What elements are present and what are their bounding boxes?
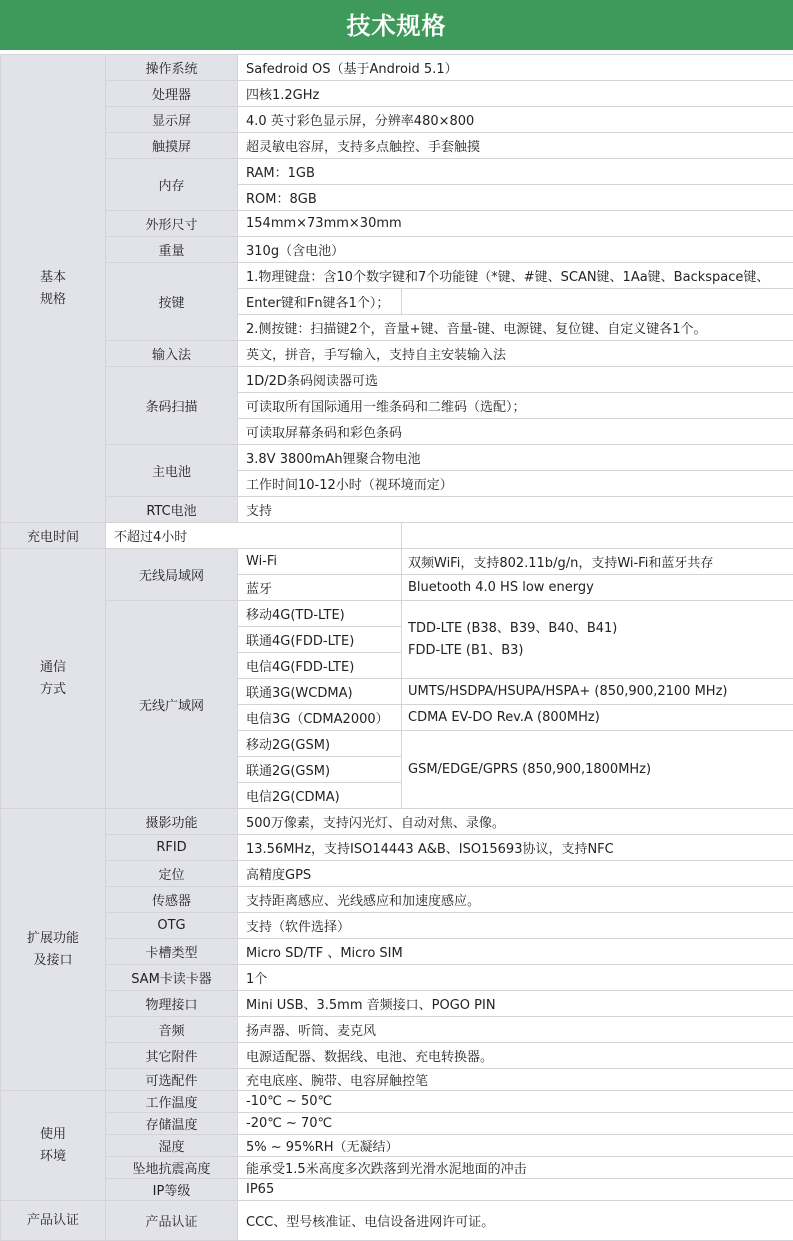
label-drop: 坠地抗震高度 [106,1157,238,1179]
label-memory: 内存 [106,159,238,211]
value-humidity: 5% ~ 95%RH（无凝结） [238,1135,793,1157]
label-op-temp: 工作温度 [106,1091,238,1113]
spec-row-rtc [1,497,793,523]
label-rfid: RFID [106,835,238,861]
value-touch: 超灵敏电容屏，支持多点触控、手套触摸 [238,133,793,159]
label-bluetooth: 蓝牙 [238,575,402,601]
label-wlan: 无线局域网 [106,549,238,601]
label-os: 操作系统 [106,55,238,81]
spec-row-wifi [1,549,793,575]
label-wwan: 无线广域网 [106,601,238,809]
value-gsm: GSM/EDGE/GPRS (850,900,1800MHz) [402,731,793,809]
spec-row-audio [1,1017,793,1043]
category-ext: 扩展功能 及接口 [1,809,106,1091]
category-cert: 产品认证 [1,1201,106,1241]
value-battery-line2: 工作时间10-12小时（视环境而定） [238,471,793,497]
label-accessories: 其它附件 [106,1043,238,1069]
title-divider [0,50,793,52]
spec-row-rfid [1,835,793,861]
value-ram: RAM：1GB [238,159,793,185]
value-keys-line2-empty [402,289,793,315]
spec-row-input [1,341,793,367]
label-otg: OTG [106,913,238,939]
value-bluetooth: Bluetooth 4.0 HS low energy [402,575,793,601]
label-scan: 条码扫描 [106,367,238,445]
spec-row-keys-1 [1,263,793,289]
label-wifi: Wi-Fi [238,549,402,575]
value-3g-telecom: CDMA EV-DO Rev.A (800MHz) [402,705,793,731]
label-rtc: RTC电池 [106,497,238,523]
label-cpu: 处理器 [106,81,238,107]
category-env: 使用 环境 [1,1091,106,1201]
net-2g-unicom: 联通2G(GSM) [238,757,402,783]
value-keys-line3: 2.侧按键：扫描键2个，音量+键、音量-键、电源键、复位键、自定义键各1个。 [238,315,793,341]
spec-row-touch [1,133,793,159]
label-audio: 音频 [106,1017,238,1043]
value-optional: 充电底座、腕带、电容屏触控笔 [238,1069,793,1091]
value-ip: IP65 [238,1179,793,1201]
net-4g-unicom: 联通4G(FDD-LTE) [238,627,402,653]
spec-row-weight [1,237,793,263]
value-sensor: 支持距离感应、光线感应和加速度感应。 [238,887,793,913]
spec-row-port [1,991,793,1017]
value-input: 英文，拼音，手写输入，支持自主安装输入法 [238,341,793,367]
spec-table [0,54,793,1241]
value-charge: 不超过4小时 [106,523,402,549]
label-battery: 主电池 [106,445,238,497]
value-lte: TDD-LTE (B38、B39、B40、B41) FDD-LTE (B1、B3) [402,601,793,679]
value-battery-line1: 3.8V 3800mAh锂聚合物电池 [238,445,793,471]
label-slot: 卡槽类型 [106,939,238,965]
spec-row-4g-mobile [1,601,793,627]
net-4g-telecom: 电信4G(FDD-LTE) [238,653,402,679]
value-camera: 500万像素，支持闪光灯、自动对焦、录像。 [238,809,793,835]
value-size: 154mm×73mm×30mm [238,211,793,237]
value-keys-line1: 1.物理键盘：含10个数字键和7个功能键（*键、#键、SCAN键、1Aa键、Backspace键、 [238,263,793,289]
category-basic: 基本 规格 [1,55,106,523]
net-3g-unicom: 联通3G(WCDMA) [238,679,402,705]
label-weight: 重量 [106,237,238,263]
value-port: Mini USB、3.5mm 音频接口、POGO PIN [238,991,793,1017]
value-rfid: 13.56MHz，支持ISO14443 A&B、ISO15693协议，支持NFC [238,835,793,861]
value-cert: CCC、型号核准证、电信设备进网许可证。 [238,1201,793,1241]
value-st-temp: -20℃ ~ 70℃ [238,1113,793,1135]
spec-row-accessories [1,1043,793,1069]
spec-row-gps [1,861,793,887]
value-rom: ROM：8GB [238,185,793,211]
spec-row-slot [1,939,793,965]
label-ip: IP等级 [106,1179,238,1201]
spec-row-size [1,211,793,237]
net-4g-mobile: 移动4G(TD-LTE) [238,601,402,627]
label-cert: 产品认证 [106,1201,238,1241]
spec-row-drop [1,1157,793,1179]
label-port: 物理接口 [106,991,238,1017]
spec-row-sensor [1,887,793,913]
spec-row-cpu [1,81,793,107]
value-accessories: 电源适配器、数据线、电池、充电转换器。 [238,1043,793,1069]
spec-row-ip [1,1179,793,1201]
spec-row-battery-1 [1,445,793,471]
label-size: 外形尺寸 [106,211,238,237]
net-2g-mobile: 移动2G(GSM) [238,731,402,757]
value-rtc: 支持 [238,497,793,523]
label-humidity: 湿度 [106,1135,238,1157]
value-cpu: 四核1.2GHz [238,81,793,107]
value-scan-line1: 1D/2D条码阅读器可选 [238,367,793,393]
page-title-bar [0,0,793,52]
value-display: 4.0 英寸彩色显示屏，分辨率480×800 [238,107,793,133]
net-2g-telecom: 电信2G(CDMA) [238,783,402,809]
spec-row-camera [1,809,793,835]
category-comm: 通信 方式 [1,549,106,809]
spec-row-otg [1,913,793,939]
value-slot: Micro SD/TF 、Micro SIM [238,939,793,965]
value-wifi: 双频WiFi，支持802.11b/g/n，支持Wi-Fi和蓝牙共存 [402,549,793,575]
value-scan-line2: 可读取所有国际通用一维条码和二维码（选配）； [238,393,793,419]
label-charge: 充电时间 [1,523,106,549]
value-3g-unicom: UMTS/HSDPA/HSUPA/HSPA+ (850,900,2100 MHz) [402,679,793,705]
spec-row-cert [1,1201,793,1241]
label-sensor: 传感器 [106,887,238,913]
label-keys: 按键 [106,263,238,341]
value-keys-line2: Enter键和Fn键各1个）； [238,289,402,315]
value-audio: 扬声器、听筒、麦克风 [238,1017,793,1043]
value-otg: 支持（软件选择） [238,913,793,939]
value-weight: 310g（含电池） [238,237,793,263]
value-os: Safedroid OS（基于Android 5.1） [238,55,793,81]
label-camera: 摄影功能 [106,809,238,835]
label-optional: 可选配件 [106,1069,238,1091]
label-sam: SAM卡读卡器 [106,965,238,991]
value-gps: 高精度GPS [238,861,793,887]
spec-row-charge [1,523,793,549]
spec-row-scan-1 [1,367,793,393]
spec-row-op-temp [1,1091,793,1113]
value-scan-line3: 可读取屏幕条码和彩色条码 [238,419,793,445]
spec-row-st-temp [1,1113,793,1135]
label-st-temp: 存储温度 [106,1113,238,1135]
value-op-temp: -10℃ ~ 50℃ [238,1091,793,1113]
spec-row-humidity [1,1135,793,1157]
spec-row-sam [1,965,793,991]
label-display: 显示屏 [106,107,238,133]
spec-row-ram [1,159,793,185]
label-gps: 定位 [106,861,238,887]
page-title: 技术规格 [346,12,447,40]
label-input: 输入法 [106,341,238,367]
value-drop: 能承受1.5米高度多次跌落到光滑水泥地面的冲击 [238,1157,793,1179]
spec-row-optional [1,1069,793,1091]
label-touch: 触摸屏 [106,133,238,159]
value-sam: 1个 [238,965,793,991]
net-3g-telecom: 电信3G（CDMA2000） [238,705,402,731]
spec-row-display [1,107,793,133]
spec-row-os [1,55,793,81]
